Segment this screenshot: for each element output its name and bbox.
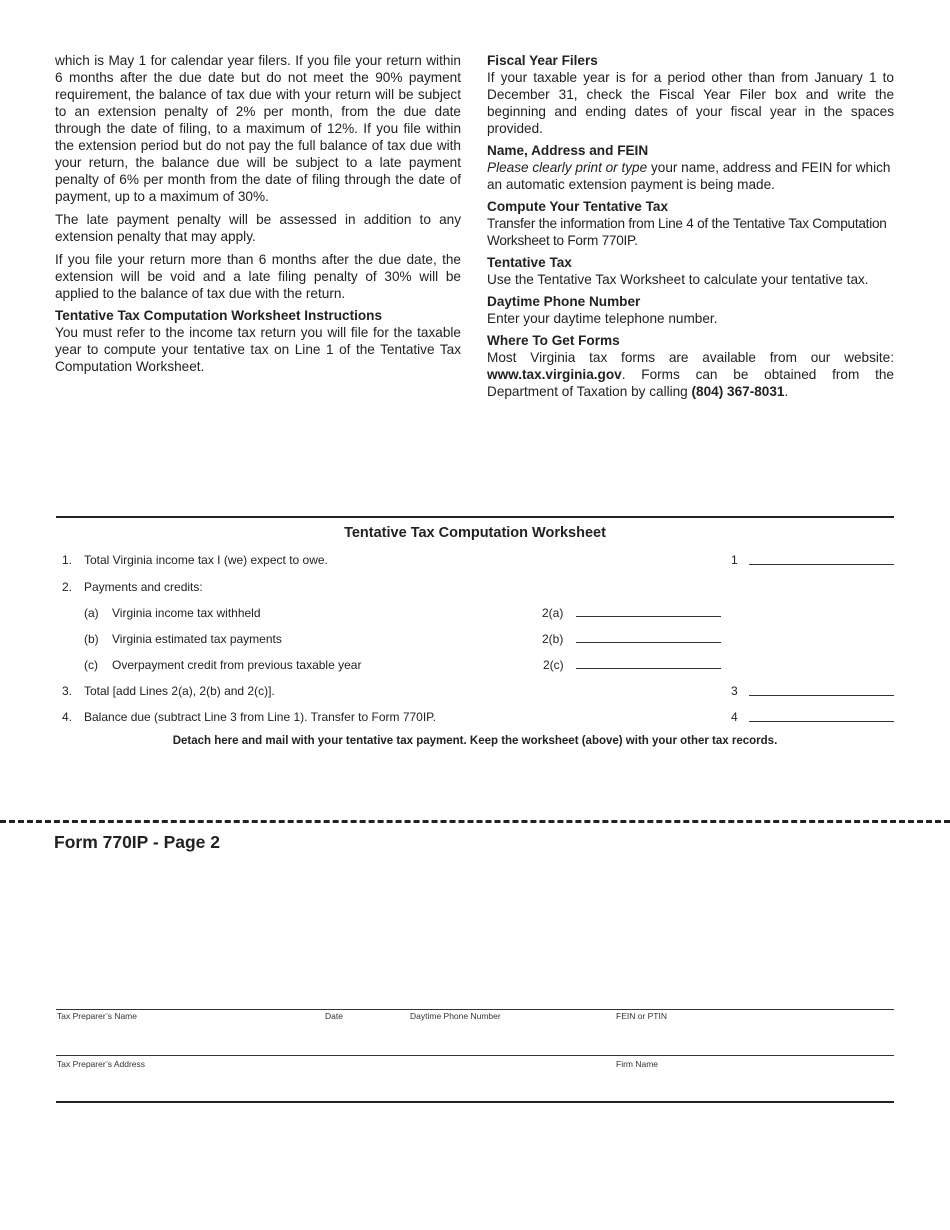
name-address-text	[487, 159, 894, 193]
compute-heading: Compute Your Tentative Tax	[487, 199, 669, 214]
detach-note: Detach here and mail with your tentative tax payment. Keep the worksheet (above) with your other tax records.	[172, 735, 778, 747]
preparer-name-label: Tax Preparer’s Name	[57, 1011, 137, 1021]
line-2a-input[interactable]	[576, 616, 721, 617]
line-ref: 4	[731, 710, 738, 724]
preparer-middle-rule	[56, 1055, 894, 1056]
line-text: Total [add Lines 2(a), 2(b) and 2(c)].	[84, 684, 275, 698]
line-number: 2.	[62, 580, 73, 594]
compute-section	[487, 198, 894, 249]
phone-label: Daytime Phone Number	[410, 1011, 501, 1021]
worksheet-line-2a	[0, 606, 950, 622]
forms-section	[487, 332, 894, 400]
left-column	[55, 52, 461, 381]
fiscal-year-section	[487, 52, 894, 137]
preparer-top-rule	[56, 1009, 894, 1010]
tentative-tax-heading: Tentative Tax	[487, 255, 572, 270]
line-ref: 2(b)	[542, 632, 564, 646]
line-number: 4.	[62, 710, 73, 724]
line-ref: 2(c)	[543, 658, 564, 672]
line-ref: 3	[731, 684, 738, 698]
penalty-paragraph: which is May 1 for calendar year filers. If you file your return within 6 months after the due date but do not meet the 90% payment requirement, the balance of tax due with your return will be subject to an extension penalty of 2% per month, from the due date through the date of filing, to a maximum of 12%. If you file within the extension period but do not pay the full balance of tax due with your return, the balance due will be subject to a late payment penalty of 6% per month from the date of filing through the date of payment, up to a maximum of 30%.	[55, 53, 461, 204]
forms-text-1: Most Virginia tax forms are available from our website:	[487, 350, 894, 365]
forms-text-3: .	[784, 384, 789, 399]
worksheet-line-2b	[0, 632, 950, 648]
line-text: Total Virginia income tax I (we) expect to owe.	[84, 553, 328, 567]
website-link[interactable]: www.tax.virginia.gov	[487, 367, 622, 382]
line-ref: 1	[731, 553, 738, 567]
date-label: Date	[325, 1011, 343, 1021]
forms-text-2: . Forms can be obtained from the Department of Taxation by calling	[487, 367, 894, 399]
line-letter: (b)	[84, 632, 99, 646]
worksheet-title: Tentative Tax Computation Worksheet	[344, 525, 606, 541]
line-text: Virginia estimated tax payments	[112, 632, 282, 646]
line-2c-input[interactable]	[576, 668, 721, 669]
line-text: Virginia income tax withheld	[112, 606, 261, 620]
worksheet-line-2	[0, 580, 950, 596]
instructions-text: You must refer to the income tax return you will file for the taxable year to compute your tentative tax on Line 1 of the Tentative Tax Computation Worksheet.	[55, 325, 461, 374]
line-number: 3.	[62, 684, 73, 698]
preparer-bottom-rule	[56, 1101, 894, 1103]
late-payment-paragraph: The late payment penalty will be assessed in addition to any extension penalty that may apply.	[55, 212, 461, 244]
fein-label: FEIN or PTIN	[616, 1011, 668, 1021]
line-ref: 2(a)	[542, 606, 564, 620]
line-2b-input[interactable]	[576, 642, 721, 643]
phone-section	[487, 293, 894, 327]
phone-heading: Daytime Phone Number	[487, 294, 641, 309]
line-letter: (c)	[84, 658, 98, 672]
line-text: Overpayment credit from previous taxable year	[112, 658, 362, 672]
line-number: 1.	[62, 553, 73, 567]
form-title: Form 770IP - Page 2	[54, 832, 221, 852]
forms-text	[487, 349, 894, 400]
line-text: Balance due (subtract Line 3 from Line 1). Transfer to Form 770IP.	[84, 710, 436, 724]
line-1-input[interactable]	[749, 564, 894, 565]
name-address-italic: Please clearly print or type	[487, 160, 648, 175]
tentative-tax-section	[487, 254, 894, 288]
worksheet-line-4	[0, 710, 950, 726]
name-address-rest: your name, address and FEIN for which an automatic extension payment is being made.	[487, 160, 891, 192]
worksheet-line-1	[0, 553, 950, 569]
name-address-section	[487, 142, 894, 193]
fiscal-year-text: If your taxable year is for a period other than from January 1 to December 31, check the Fiscal Year Filer box and write the beginning and ending dates of your fiscal year in the spaces provided.	[487, 70, 894, 136]
line-letter: (a)	[84, 606, 99, 620]
worksheet-line-3	[0, 684, 950, 700]
instructions-heading: Tentative Tax Computation Worksheet Instructions	[55, 308, 383, 323]
detach-cut-line	[0, 820, 950, 823]
tentative-tax-text: Use the Tentative Tax Worksheet to calculate your tentative tax.	[487, 272, 869, 287]
line-3-input[interactable]	[749, 695, 894, 696]
right-column	[487, 52, 894, 405]
phone-text: Enter your daytime telephone number.	[487, 311, 718, 326]
compute-text: Transfer the information from Line 4 of the Tentative Tax Computation Worksheet to Form 770IP.	[487, 216, 887, 248]
line-text: Payments and credits:	[84, 580, 203, 594]
phone-number: (804) 367-8031	[691, 384, 785, 399]
forms-heading: Where To Get Forms	[487, 333, 620, 348]
line-4-input[interactable]	[749, 721, 894, 722]
late-filing-paragraph: If you file your return more than 6 months after the due date, the extension will be void and a late filing penalty of 30% will be applied to the balance of tax due with the return.	[55, 252, 461, 301]
worksheet-line-2c	[0, 658, 950, 674]
name-address-heading: Name, Address and FEIN	[487, 143, 649, 158]
firm-name-label: Firm Name	[616, 1059, 659, 1069]
worksheet-top-rule	[56, 516, 894, 518]
fiscal-year-heading: Fiscal Year Filers	[487, 53, 598, 68]
preparer-address-label: Tax Preparer’s Address	[57, 1059, 146, 1069]
